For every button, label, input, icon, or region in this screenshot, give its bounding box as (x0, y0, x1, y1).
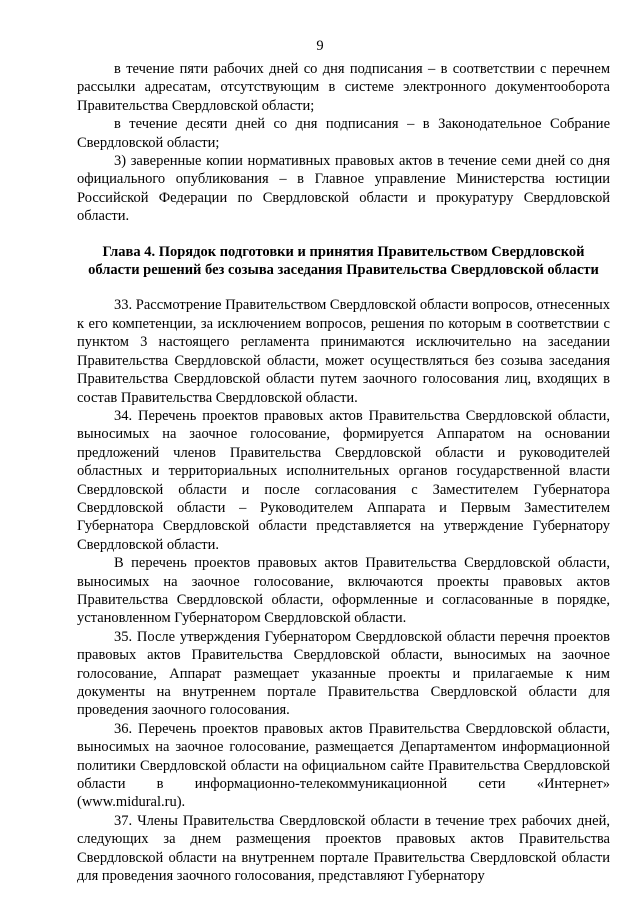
paragraph-intro-1: в течение пяти рабочих дней со дня подписания – в соответствии с перечнем рассылки адресатам, отсутствующим в системе электронного документооборота Правительства Свердловской области; (77, 61, 610, 114)
page-number: 9 (316, 38, 324, 54)
paragraph-intro-3: 3) заверенные копии нормативных правовых актов в течение семи дней со дня официального опубликования – в Главное управление Министерства юстиции Российской Федерации по Свердловской области и прокуратуру Свердловской области. (77, 153, 610, 225)
paragraph-36: 36. Перечень проектов правовых актов Правительства Свердловской области, выносимых на заочное голосование, размещается Департаментом информационной политики Свердловской области на официальном сайте Правительства Свердловской области в информационно-телекоммуникационной сети «Интернет» (www.midural.ru). (77, 720, 610, 811)
paragraph-34: 34. Перечень проектов правовых актов Правительства Свердловской области, выносимых на заочное голосование, формируется Аппаратом на основании предложений членов Правительства Свердловской области и руководителей областных и территориальных исполнительных органов государственной власти Свердловской области и после согласования с Заместителем Губернатора Свердловской области – Руководителем Аппарата и Первым Заместителем Губернатора Свердловской области представляется на утверждение Губернатору Свердловской области. (77, 407, 610, 553)
paragraph-37: 37. Члены Правительства Свердловской области в течение трех рабочих дней, следующих за днем размещения проектов правовых актов Правительства Свердловской области на внутреннем портале Правительства Свердловской области для проведения заочного голосования, представляют Губернатору (77, 812, 610, 885)
document-body (77, 60, 610, 885)
paragraph-34-continued: В перечень проектов правовых актов Правительства Свердловской области, выносимых на заочное голосование, включаются проекты правовых актов Правительства Свердловской области, оформленные и согласованные в порядке, установленном Губернатором Свердловской области. (77, 555, 610, 627)
chapter-heading: Глава 4. Порядок подготовки и принятия Правительством Свердловской области решений без созыва заседания Правительства Свердловской области (88, 243, 599, 279)
paragraph-intro-2: в течение десяти дней со дня подписания – в Законодательное Собрание Свердловской области; (77, 116, 610, 151)
paragraph-35: 35. После утверждения Губернатором Свердловской области перечня проектов правовых актов Правительства Свердловской области, выносимых на заочное голосование, Аппарат размещает указанные проекты и прилагаемые к ним документы на внутреннем портале Правительства Свердловской области для проведения заочного голосования. (77, 628, 610, 719)
paragraph-33: 33. Рассмотрение Правительством Свердловской области вопросов, отнесенных к его компетенции, за исключением вопросов, решения по которым в соответствии с пунктом 3 настоящего регламента принимаются исключительно на заседании Правительства Свердловской области, может осуществляться без созыва заседания Правительства Свердловской области путем заочного голосования лиц, входящих в состав Правительства Свердловской области. (77, 297, 610, 406)
